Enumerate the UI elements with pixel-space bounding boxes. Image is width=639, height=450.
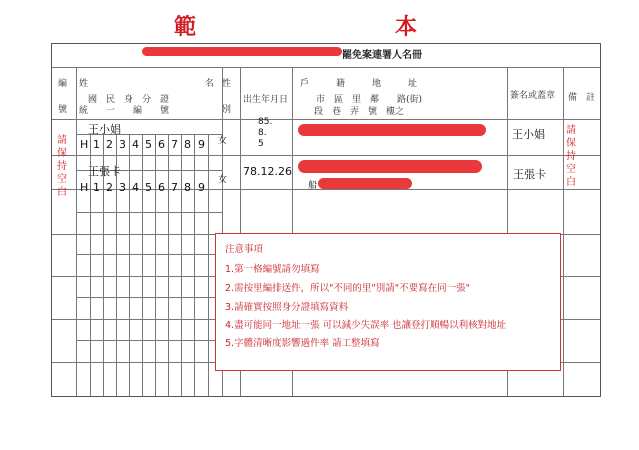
row2-id-char: 6 — [158, 181, 165, 194]
row2-id-char: H — [80, 181, 89, 194]
row1-id-char: 4 — [132, 138, 139, 151]
col-no-bottom: 號 — [58, 105, 68, 115]
row2-id-char: 9 — [198, 181, 205, 194]
col-birth: 出生年月日 — [243, 95, 289, 105]
row1-gender: 女 — [218, 136, 228, 146]
row2-id-char: 3 — [119, 181, 126, 194]
row2-addr-fragment: 船 — [308, 181, 318, 191]
row1-id-char: 5 — [145, 138, 152, 151]
col-addr-bot: 段 巷 弄 號 樓之 — [314, 107, 405, 117]
row2-name: 王張卡 — [88, 165, 121, 178]
redaction-row1-addr — [298, 124, 486, 136]
side-note-keep-blank — [56, 134, 68, 199]
notes-heading: 注意事項 — [225, 244, 264, 255]
row1-name: 王小娼 — [88, 123, 121, 136]
note-item-3: 3.請確實按照身分證填寫資料 — [225, 302, 349, 313]
col-id-label-2: 統 一 編 號 — [79, 106, 170, 116]
header-left-char: 範 — [174, 15, 199, 40]
row1-id-char: H — [80, 138, 89, 151]
note-item-1: 1.第一格編號請勿填寫 — [225, 264, 320, 275]
row1-id-char: 1 — [93, 138, 100, 151]
remark-note-text: 請保持空白 — [566, 125, 576, 188]
row1-id-char: 9 — [198, 138, 205, 151]
col-sign: 簽名或蓋章 — [510, 91, 556, 101]
row2-signature: 王張卡 — [513, 168, 546, 181]
form-title: 罷免案連署人名冊 — [342, 50, 422, 61]
row1-signature: 王小娼 — [512, 128, 545, 141]
redaction-row2-addr-a — [298, 160, 482, 173]
notes-box — [215, 233, 561, 371]
row2-id-char: 8 — [184, 181, 191, 194]
row1-id-char: 3 — [119, 138, 126, 151]
row1-id-char: 2 — [106, 138, 113, 151]
row2-id-char: 2 — [106, 181, 113, 194]
row1-id-char: 8 — [184, 138, 191, 151]
col-name-label: 姓 — [79, 79, 89, 89]
row2-gender: 女 — [218, 175, 228, 185]
row2-id-char: 4 — [132, 181, 139, 194]
note-item-5: 5.字體清晰度影響過件率 請工整填寫 — [225, 338, 380, 349]
col-no-top: 編 — [58, 79, 68, 89]
row1-id-char: 7 — [171, 138, 178, 151]
row2-birth: 78.12.26 — [243, 165, 292, 178]
redaction-row2-addr-b — [318, 178, 412, 189]
row2-id-char: 5 — [145, 181, 152, 194]
remark-note-keep-blank — [565, 124, 577, 189]
col-addr-mid: 市 區 里 鄰 路(街) — [316, 95, 423, 105]
row2-id-char: 7 — [171, 181, 178, 194]
col-remark-bottom: 註 — [586, 93, 596, 103]
col-gender-bottom: 別 — [222, 105, 232, 115]
row1-birth: 85. 8. 5 — [258, 117, 273, 149]
header-right-char: 本 — [395, 15, 420, 40]
row2-id-char: 1 — [93, 181, 100, 194]
note-item-4: 4.盡可能同一地址一張 可以減少失誤率 也讓登打順暢以利核對地址 — [225, 320, 507, 331]
col-addr-top: 戶 籍 地 址 — [300, 79, 418, 89]
col-gender-top: 性 — [222, 79, 232, 89]
note-item-2: 2.需按里編排送件，所以"不同的里"別請"不要寫在同一張" — [225, 283, 471, 294]
col-remark-top: 備 — [568, 93, 578, 103]
row1-id-char: 6 — [158, 138, 165, 151]
col-id-label: 國 民 身 分 證 — [88, 95, 170, 105]
col-name-label-end: 名 — [205, 79, 215, 89]
side-note-text: 請保持空白 — [57, 135, 67, 198]
